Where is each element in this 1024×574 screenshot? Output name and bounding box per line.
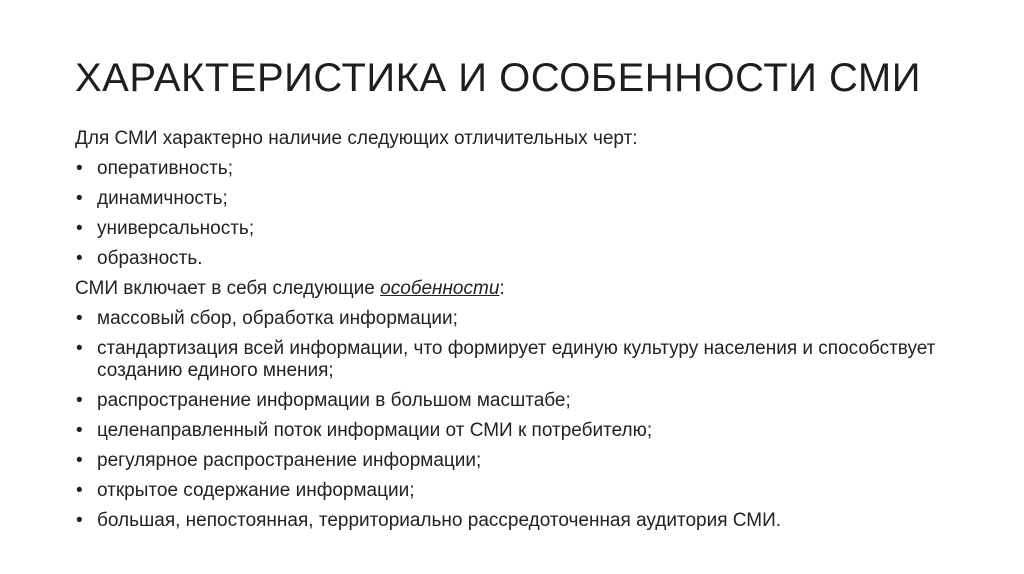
features-intro bbox=[75, 278, 955, 300]
list-item: • целенаправленный поток информации от СМИ к потребителю; bbox=[75, 420, 955, 442]
list-item: • оперативность; bbox=[75, 158, 955, 180]
list-item: • динамичность; bbox=[75, 188, 955, 210]
traits-intro: Для СМИ характерно наличие следующих отличительных черт: bbox=[75, 128, 638, 149]
list-item: • массовый сбор, обработка информации; bbox=[75, 308, 955, 330]
list-item: • большая, непостоянная, территориально рассредоточенная аудитория СМИ. bbox=[75, 510, 955, 532]
slide-body bbox=[75, 128, 955, 540]
list-item: • стандартизация всей информации, что формирует единую культуру населения и способствует созданию единого мнения; bbox=[75, 338, 955, 382]
list-item: • регулярное распространение информации; bbox=[75, 450, 955, 472]
features-intro-text: СМИ включает в себя следующие bbox=[75, 278, 381, 299]
slide-title: ХАРАКТЕРИСТИКА И ОСОБЕННОСТИ СМИ bbox=[75, 56, 921, 100]
list-item: • распространение информации в большом масштабе; bbox=[75, 390, 955, 412]
list-item: • образность. bbox=[75, 248, 955, 270]
traits-list bbox=[75, 158, 955, 270]
features-list bbox=[75, 308, 955, 532]
features-intro-emphasis: особенности bbox=[380, 278, 500, 299]
list-item: • открытое содержание информации; bbox=[75, 480, 955, 502]
list-item: • универсальность; bbox=[75, 218, 955, 240]
features-intro-colon: : bbox=[499, 278, 505, 299]
